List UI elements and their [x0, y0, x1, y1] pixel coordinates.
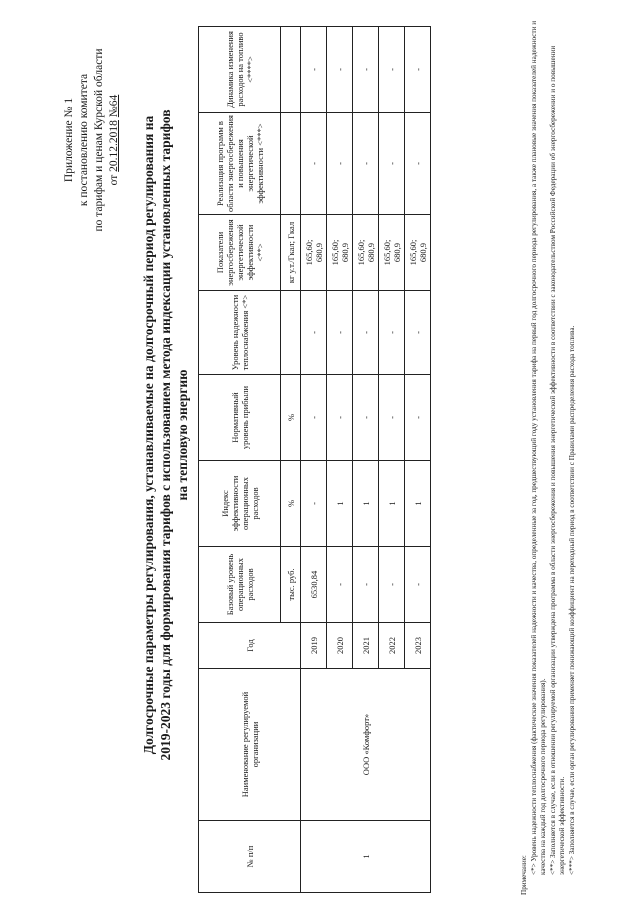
- header-fuel: Динамика изменения расходов на топливо <****>: [199, 27, 281, 113]
- cell-profit: -: [405, 375, 431, 461]
- appendix-number: №64: [108, 94, 120, 118]
- notes-section: [520, 15, 577, 895]
- cell-fuel: -: [353, 27, 379, 113]
- energy-value-1: 165,60;: [407, 239, 418, 266]
- header-program: Реализация программ в области энергосбережения и повышения энергетической эффективности <***>: [199, 113, 281, 215]
- cell-base: -: [405, 547, 431, 623]
- cell-year: 2019: [301, 623, 327, 669]
- cell-fuel: -: [327, 27, 353, 113]
- note-3: <***> Заполняется в случае, если орган регулирования применяет понижающий коэффициент на переходный период в соответствии с Правилами распределения расхода топлива.: [567, 325, 576, 875]
- unit-fuel: [281, 27, 301, 113]
- cell-energy: [379, 215, 405, 291]
- table-row: [301, 27, 327, 893]
- cell-base: -: [379, 547, 405, 623]
- header-reliability: Уровень надежности теплоснабжения <*>: [199, 291, 281, 375]
- appendix-header: [62, 15, 122, 265]
- cell-index: 1: [379, 461, 405, 547]
- appendix-date-sep: [108, 117, 120, 120]
- energy-value-2: 680,9: [313, 242, 324, 263]
- energy-value-2: 680,9: [391, 242, 402, 263]
- cell-index: 1: [353, 461, 379, 547]
- cell-fuel: -: [301, 27, 327, 113]
- cell-index: -: [301, 461, 327, 547]
- header-index: Индекс эффективности операционных расходов: [199, 461, 281, 547]
- cell-program: -: [301, 113, 327, 215]
- cell-energy: [353, 215, 379, 291]
- cell-year: 2023: [405, 623, 431, 669]
- header-profit: Нормативный уровень прибыли: [199, 375, 281, 461]
- unit-program: [281, 113, 301, 215]
- header-base: Базовый уровень операционных расходов: [199, 547, 281, 623]
- cell-year: 2020: [327, 623, 353, 669]
- unit-profit: %: [281, 375, 301, 461]
- cell-reliability: -: [379, 291, 405, 375]
- appendix-line3: по тарифам и ценам Курской области: [93, 48, 105, 232]
- cell-profit: -: [301, 375, 327, 461]
- cell-year: 2021: [353, 623, 379, 669]
- cell-index: 1: [327, 461, 353, 547]
- cell-reliability: -: [405, 291, 431, 375]
- header-energy: Показатели энергосбережения энергетической эффективности <**>: [199, 215, 281, 291]
- energy-value-1: 165,60;: [329, 239, 340, 266]
- cell-base: 6530,84: [301, 547, 327, 623]
- cell-base: -: [327, 547, 353, 623]
- cell-reliability: -: [353, 291, 379, 375]
- unit-index: %: [281, 461, 301, 547]
- unit-reliability: [281, 291, 301, 375]
- cell-energy: [327, 215, 353, 291]
- cell-fuel: -: [379, 27, 405, 113]
- appendix-line4: [107, 15, 122, 265]
- note-2: <**> Заполняется в случае, если в отношении регулируемой организации утверждена программа в области энергосбережения и повышения энергетической эффективности в соответствии с законодательством Российской Федерации об энергосбережении и о повышении энергетической эффективности.: [548, 45, 566, 875]
- header-row: [199, 27, 281, 893]
- cell-program: -: [405, 113, 431, 215]
- unit-energy: кг у.т./Гкал; Гкал: [281, 215, 301, 291]
- document-title: [140, 25, 191, 845]
- header-year: Год: [199, 623, 301, 669]
- cell-base: -: [353, 547, 379, 623]
- energy-value-1: 165,60;: [355, 239, 366, 266]
- appendix-line1: Приложение № 1: [63, 97, 75, 183]
- cell-program: -: [379, 113, 405, 215]
- cell-year: 2022: [379, 623, 405, 669]
- title-line2: 2019-2023 годы для формирования тарифов с использованием метода индексации установленных тарифов: [158, 109, 173, 761]
- cell-energy: [301, 215, 327, 291]
- title-line1: Долгосрочные параметры регулирования, устанавливаемые на долгосрочный период регулирования на: [141, 115, 156, 755]
- parameters-table: [198, 26, 431, 893]
- cell-profit: -: [353, 375, 379, 461]
- notes-heading: Примечание:: [520, 855, 528, 895]
- energy-value-1: 165,60;: [381, 239, 392, 266]
- energy-value-2: 680,9: [365, 242, 376, 263]
- note-1: <*> Уровень надежности теплоснабжения (фактические значения показателей надежности и качества, определенные за год, предшествующий году установления тарифа на первый год долгосрочного периода регулирования, а также плановые значения показателей надежности и качества на каждый год долгосрочного периода регулирования).: [529, 20, 547, 875]
- appendix-date-prefix: от: [108, 171, 120, 186]
- header-org: Наименование регулируемой организации: [199, 669, 301, 821]
- appendix-date: 20.12.2018: [108, 120, 120, 172]
- row-number: 1: [301, 821, 431, 893]
- cell-program: -: [353, 113, 379, 215]
- energy-value-2: 680,9: [417, 242, 428, 263]
- unit-base: тыс. руб.: [281, 547, 301, 623]
- cell-reliability: -: [327, 291, 353, 375]
- cell-profit: -: [327, 375, 353, 461]
- energy-value-1: 165,60;: [303, 239, 314, 266]
- cell-index: 1: [405, 461, 431, 547]
- cell-reliability: -: [301, 291, 327, 375]
- appendix-line2: к постановлению комитета: [78, 73, 90, 207]
- header-num: № п/п: [199, 821, 301, 893]
- energy-value-2: 680,9: [339, 242, 350, 263]
- cell-program: -: [327, 113, 353, 215]
- cell-fuel: -: [405, 27, 431, 113]
- cell-energy: [405, 215, 431, 291]
- cell-profit: -: [379, 375, 405, 461]
- title-line3: на тепловую энергию: [175, 369, 190, 501]
- org-name: ООО «Комфорт»: [301, 669, 431, 821]
